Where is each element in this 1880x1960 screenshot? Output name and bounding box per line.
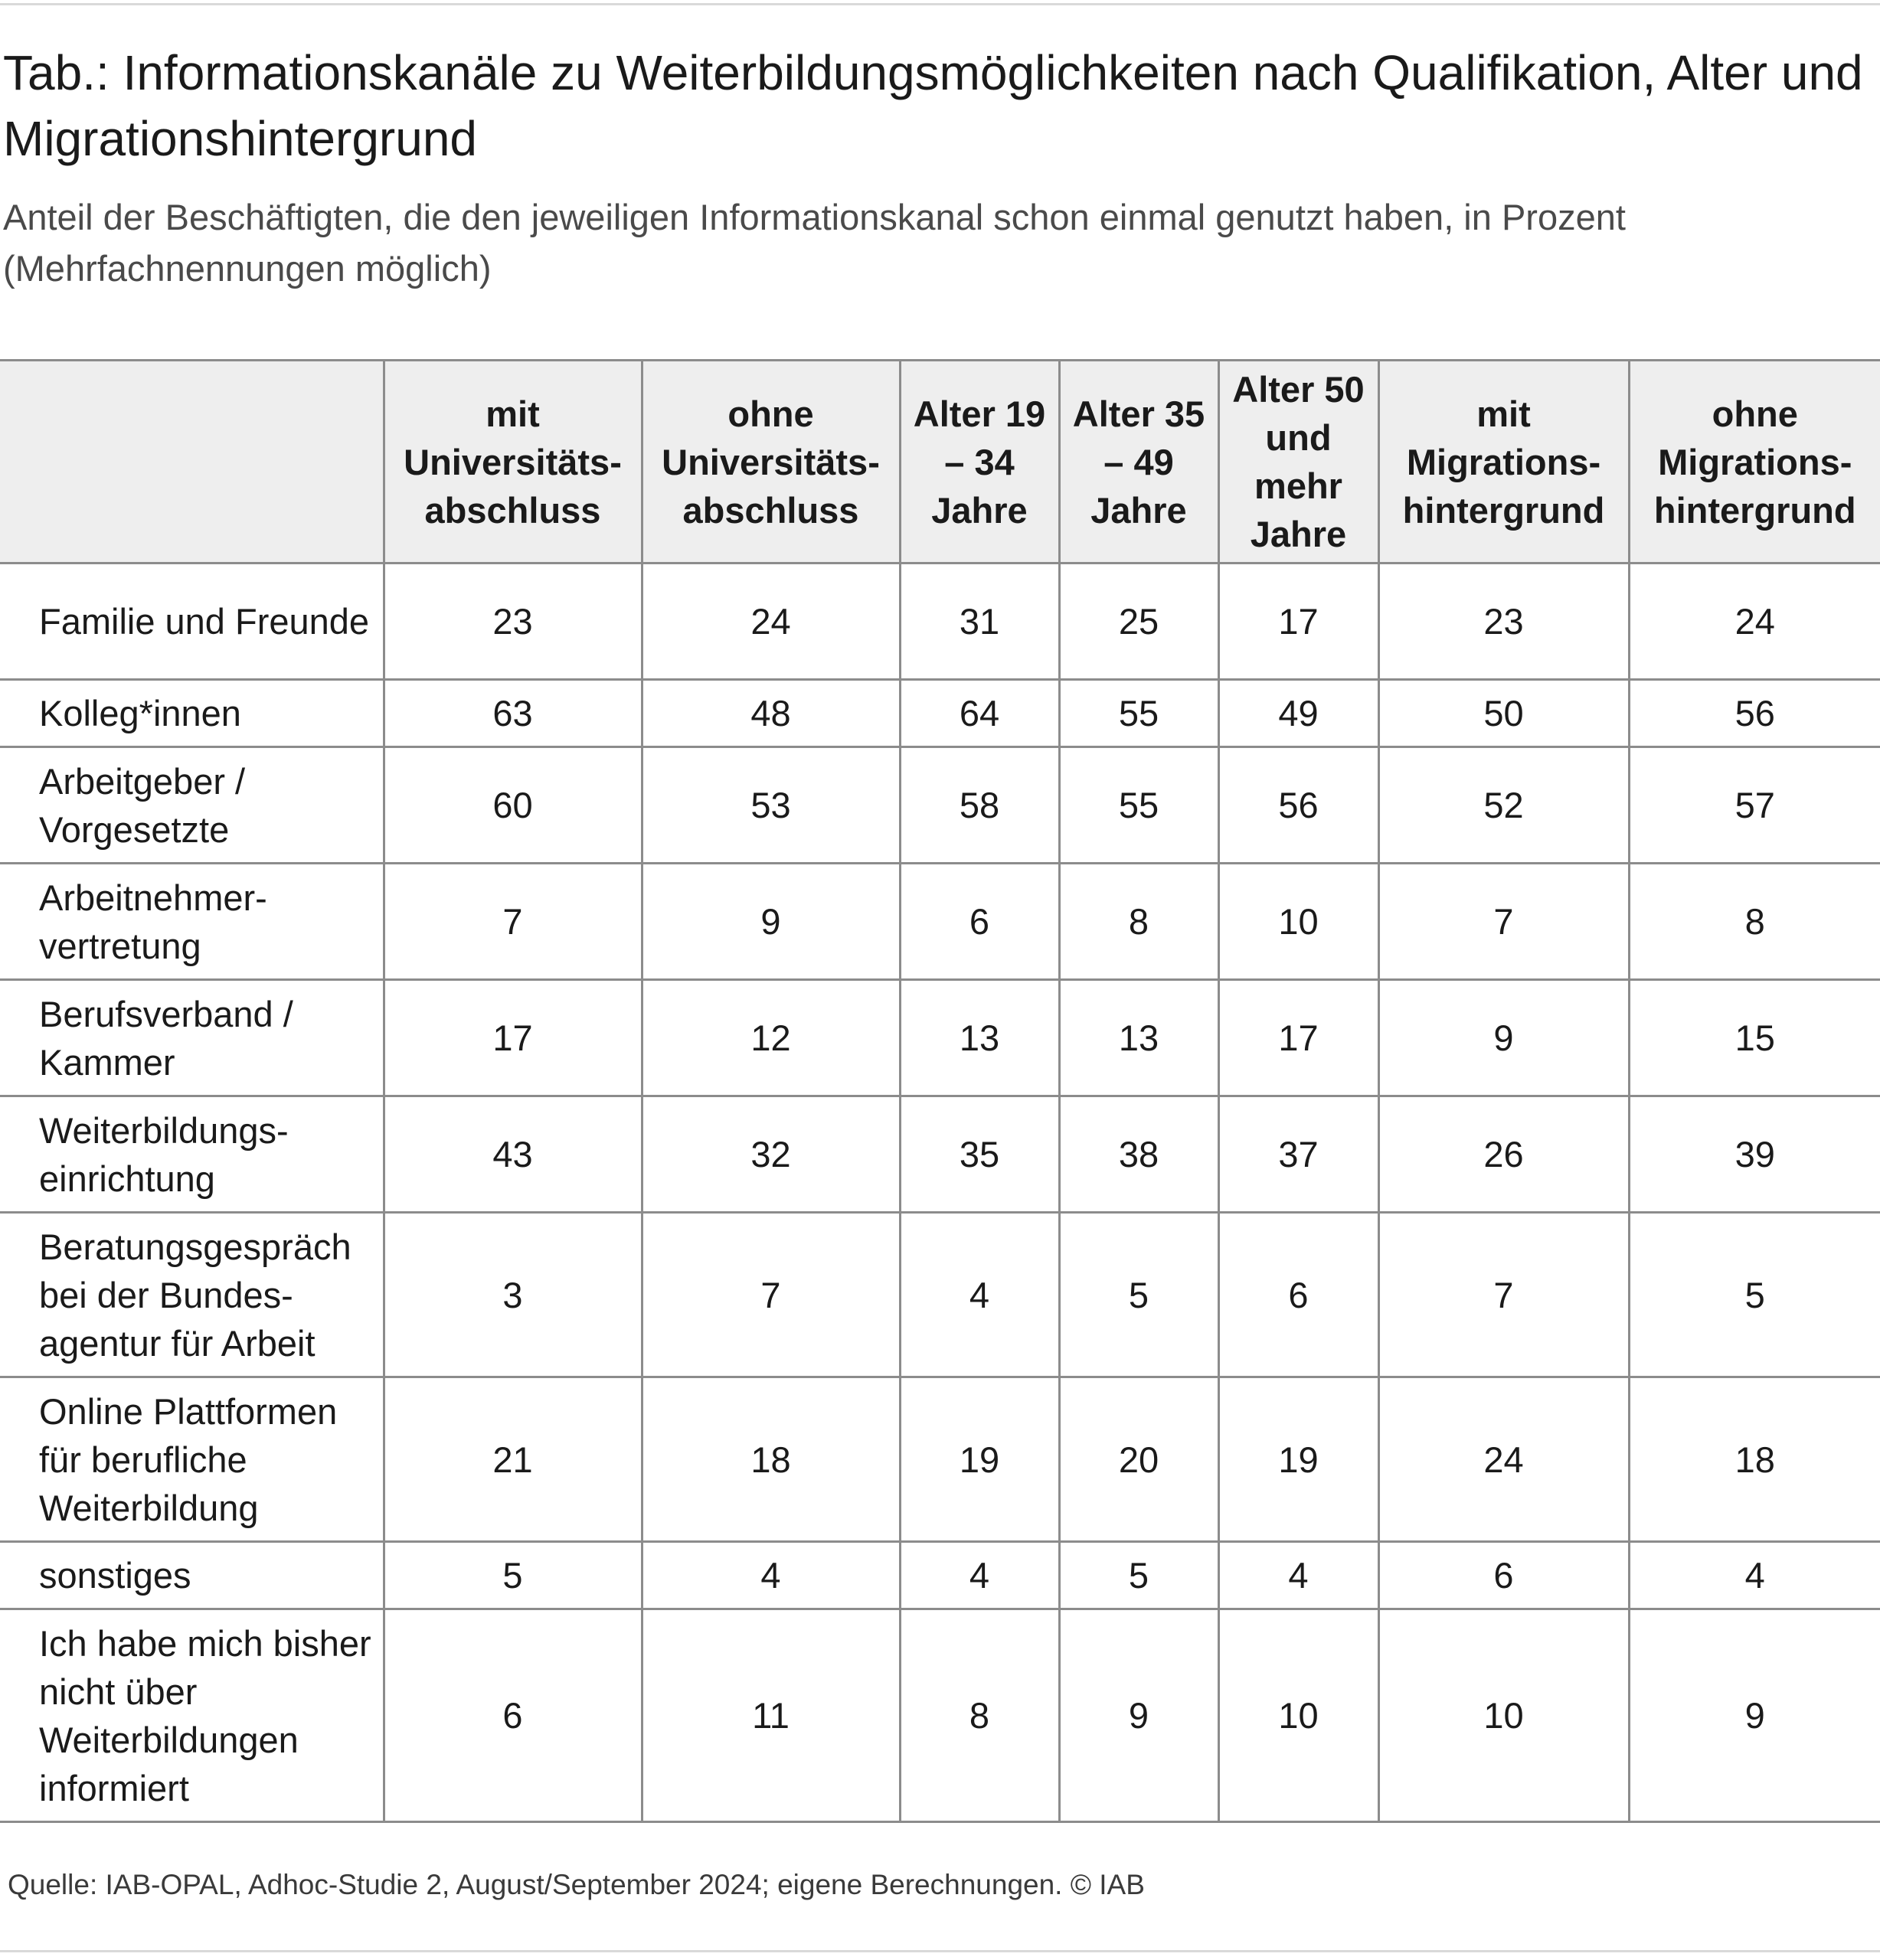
bottom-rule [0,1950,1880,1952]
table-cell: 9 [1629,1609,1880,1822]
table-cell: 24 [1378,1377,1629,1542]
table-cell: 58 [900,747,1059,864]
table-cell: 5 [1059,1213,1218,1377]
table-cell: 18 [642,1377,900,1542]
table-cell: 21 [384,1377,642,1542]
table-cell: 43 [384,1096,642,1213]
table-cell: 56 [1218,747,1378,864]
table-cell: 10 [1378,1609,1629,1822]
table-cell: 56 [1629,680,1880,747]
table-cell: 6 [900,864,1059,980]
table-cell: 7 [1378,864,1629,980]
table-cell: 5 [1629,1213,1880,1377]
page-subtitle: Anteil der Beschäftigten, die den jeweiligen Informationskanal schon einmal genutzt haben, in Prozent (Mehrfachnennungen möglich) [3,197,1626,289]
table-cell: 6 [384,1609,642,1822]
table-cell: 9 [1059,1609,1218,1822]
table-cell: 49 [1218,680,1378,747]
table-cell: 8 [900,1609,1059,1822]
table-cell: 52 [1378,747,1629,864]
table-cell: 3 [384,1213,642,1377]
table-cell: 24 [1629,564,1880,680]
table-row [0,1213,1880,1377]
table-cell: 35 [900,1096,1059,1213]
column-header: mit Migrations-hintergrund [1378,361,1629,564]
table-cell: 38 [1059,1096,1218,1213]
table-cell: 64 [900,680,1059,747]
data-table [0,359,1880,1823]
table-row [0,864,1880,980]
row-label: Arbeitnehmer-vertretung [0,864,384,980]
row-label: Arbeitgeber / Vorgesetzte [0,747,384,864]
row-label: Berufsverband / Kammer [0,980,384,1096]
table-cell: 55 [1059,680,1218,747]
table-cell: 55 [1059,747,1218,864]
row-label: Kolleg*innen [0,680,384,747]
column-header: Alter 19 – 34 Jahre [900,361,1059,564]
table-cell: 11 [642,1609,900,1822]
column-header: mit Universitäts-abschluss [384,361,642,564]
table-row [0,1609,1880,1822]
table-cell: 17 [1218,980,1378,1096]
page-title: Tab.: Informationskanäle zu Weiterbildungsmöglichkeiten nach Qualifikation, Alter und Migrationshintergrund [3,45,1863,166]
table-cell: 50 [1378,680,1629,747]
table-cell: 4 [900,1542,1059,1609]
table-row [0,747,1880,864]
table-cell: 63 [384,680,642,747]
column-header: Alter 50 und mehr Jahre [1218,361,1378,564]
table-cell: 9 [642,864,900,980]
table-cell: 53 [642,747,900,864]
table-cell: 5 [384,1542,642,1609]
table-cell: 6 [1378,1542,1629,1609]
row-label: sonstiges [0,1542,384,1609]
table-cell: 60 [384,747,642,864]
table-cell: 23 [1378,564,1629,680]
table-cell: 31 [900,564,1059,680]
table-cell: 13 [900,980,1059,1096]
table-cell: 18 [1629,1377,1880,1542]
table-row [0,1377,1880,1542]
table-cell: 48 [642,680,900,747]
header-row [0,361,1880,564]
table-cell: 4 [642,1542,900,1609]
table-cell: 8 [1629,864,1880,980]
table-cell: 32 [642,1096,900,1213]
table-cell: 57 [1629,747,1880,864]
table-cell: 9 [1378,980,1629,1096]
table-cell: 7 [1378,1213,1629,1377]
table-cell: 25 [1059,564,1218,680]
column-header: ohne Migrations-hintergrund [1629,361,1880,564]
table-cell: 37 [1218,1096,1378,1213]
table-cell: 17 [384,980,642,1096]
table-cell: 24 [642,564,900,680]
table-cell: 13 [1059,980,1218,1096]
top-rule [0,3,1880,5]
table-cell: 10 [1218,864,1378,980]
table-row [0,564,1880,680]
row-label: Beratungsgespräch bei der Bundes-agentur für Arbeit [0,1213,384,1377]
table-cell: 7 [384,864,642,980]
table-row [0,980,1880,1096]
table-cell: 7 [642,1213,900,1377]
table-cell: 19 [1218,1377,1378,1542]
table-row [0,1542,1880,1609]
column-header: Alter 35 – 49 Jahre [1059,361,1218,564]
table-cell: 6 [1218,1213,1378,1377]
table-cell: 4 [1218,1542,1378,1609]
table-cell: 23 [384,564,642,680]
table-cell: 8 [1059,864,1218,980]
table-cell: 26 [1378,1096,1629,1213]
corner-cell [0,361,384,564]
table-cell: 10 [1218,1609,1378,1822]
table-row [0,680,1880,747]
row-label: Ich habe mich bisher nicht über Weiterbildungen informiert [0,1609,384,1822]
table-cell: 39 [1629,1096,1880,1213]
table-cell: 4 [1629,1542,1880,1609]
table-row [0,1096,1880,1213]
table-cell: 4 [900,1213,1059,1377]
table-cell: 5 [1059,1542,1218,1609]
table-cell: 15 [1629,980,1880,1096]
row-label: Online Plattformen für berufliche Weiterbildung [0,1377,384,1542]
row-label: Familie und Freunde [0,564,384,680]
table-cell: 12 [642,980,900,1096]
table-cell: 19 [900,1377,1059,1542]
column-header: ohne Universitäts-abschluss [642,361,900,564]
source-note: Quelle: IAB-OPAL, Adhoc-Studie 2, August/September 2024; eigene Berechnungen. © IAB [8,1869,1145,1900]
table-cell: 20 [1059,1377,1218,1542]
table-cell: 17 [1218,564,1378,680]
row-label: Weiterbildungs-einrichtung [0,1096,384,1213]
